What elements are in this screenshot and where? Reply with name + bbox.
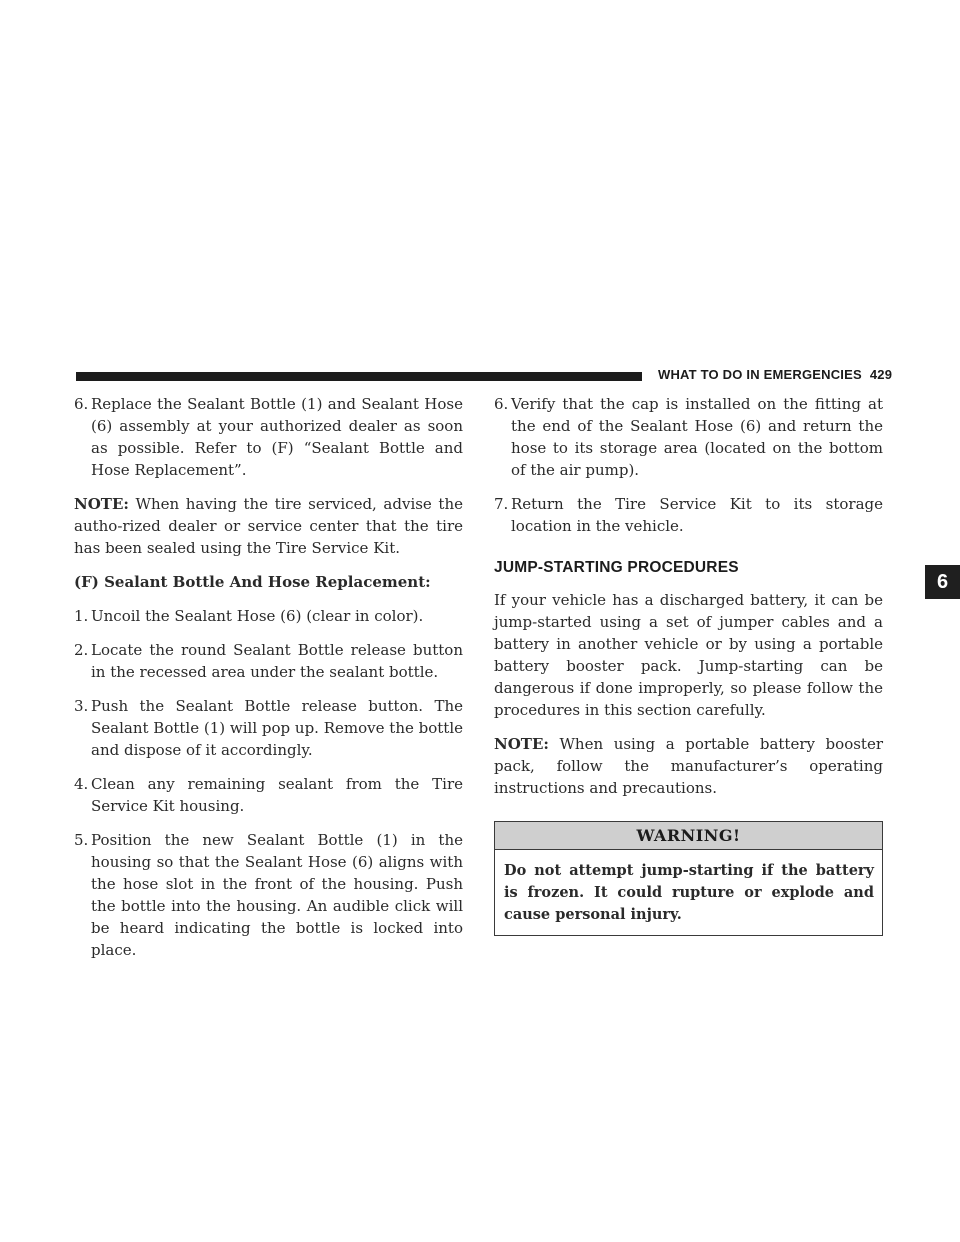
note-label: NOTE: (494, 735, 549, 753)
item-text: Return the Tire Service Kit to its storage location in the vehicle. (511, 495, 883, 535)
item-number: 7. (494, 495, 509, 513)
list-item (74, 829, 463, 961)
item-text: Verify that the cap is installed on the fitting at the end of the Sealant Hose (6) and return the hose to its storage area (located on the bottom of the air pump). (511, 395, 883, 479)
warning-text: Do not attempt jump-starting if the battery is frozen. It could rupture or explode and cause personal injury. (504, 862, 874, 923)
page-number: 429 (869, 367, 893, 382)
note-text: When using a portable battery booster pack, follow the manufacturer’s operating instructions and precautions. (494, 735, 883, 797)
item-text: Push the Sealant Bottle release button. The Sealant Bottle (1) will pop up. Remove the bottle and dispose of it accordingly. (91, 697, 463, 759)
item-text: Replace the Sealant Bottle (1) and Sealant Hose (6) assembly at your authorized dealer as soon as possible. Refer to (F) “Sealant Bottle and Hose Replacement”. (91, 395, 463, 479)
list-item (74, 773, 463, 817)
note-text: When having the tire serviced, advise the autho-rized dealer or service center that the tire has been sealed using the Tire Service Kit. (74, 495, 463, 557)
list-item (74, 639, 463, 683)
item-text: Uncoil the Sealant Hose (6) (clear in color). (91, 607, 424, 625)
section-name: WHAT TO DO IN EMERGENCIES (658, 367, 862, 382)
warning-box (494, 821, 883, 936)
intro-paragraph: If your vehicle has a discharged battery, it can be jump-started using a set of jumper cables and a battery in another vehicle or by using a portable battery booster pack. Jump-starting can be dangerous if done improperly, so please follow the procedures in this section carefully. (494, 591, 883, 719)
item-number: 6. (494, 395, 509, 413)
item-text: Clean any remaining sealant from the Tire Service Kit housing. (91, 775, 463, 815)
chapter-tab: 6 (925, 565, 960, 599)
list-item (74, 605, 463, 627)
item-text: Locate the round Sealant Bottle release button in the recessed area under the sealant bottle. (91, 641, 463, 681)
warning-title: WARNING! (495, 822, 882, 850)
note-paragraph (494, 733, 883, 799)
item-number: 2. (74, 641, 89, 659)
header-rule (76, 372, 642, 381)
left-column (74, 393, 463, 973)
item-number: 5. (74, 831, 89, 849)
running-header (658, 367, 893, 382)
list-item (494, 393, 883, 481)
item-number: 6. (74, 395, 89, 413)
item-number: 4. (74, 775, 89, 793)
section-title: JUMP-STARTING PROCEDURES (494, 559, 739, 576)
note-label: NOTE: (74, 495, 129, 513)
right-column (494, 393, 883, 936)
list-item (494, 493, 883, 537)
note-paragraph (74, 493, 463, 559)
item-number: 1. (74, 607, 89, 625)
subheading: (F) Sealant Bottle And Hose Replacement: (74, 573, 431, 591)
list-item (74, 695, 463, 761)
item-text: Position the new Sealant Bottle (1) in the housing so that the Sealant Hose (6) aligns with the hose slot in the front of the housing. Push the bottle into the housing. An audible click will be heard indicating the bottle is locked into place. (91, 831, 463, 959)
list-item (74, 393, 463, 481)
item-number: 3. (74, 697, 89, 715)
